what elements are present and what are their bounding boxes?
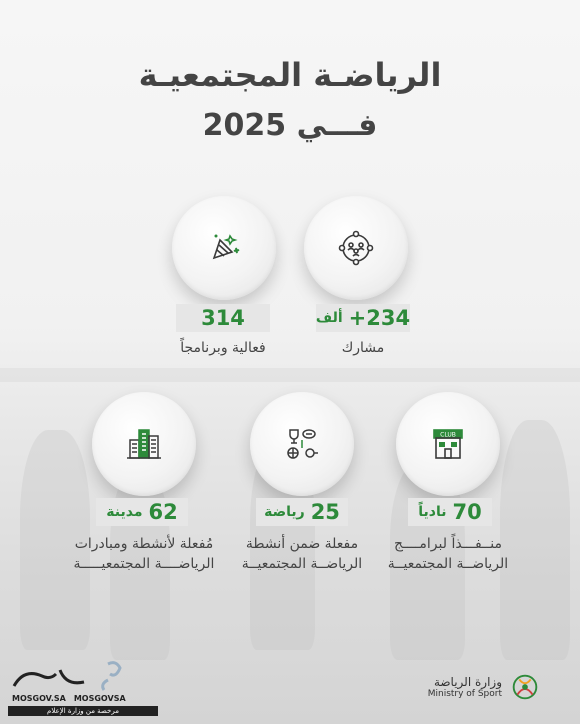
stat-unit: نادياً (418, 504, 447, 520)
stat-number-box (408, 498, 492, 526)
stat-label-line2: الرياضــة المجتمعيــة (387, 556, 509, 572)
city-buildings-icon (124, 424, 164, 464)
outlet-handle: MOSGOV.SA (12, 694, 66, 703)
license-bar (8, 706, 158, 716)
stat-number-box (256, 498, 348, 526)
stat-number: 25 (310, 500, 340, 524)
stat-number: 70 (452, 500, 482, 524)
stat-icon-circle (250, 392, 354, 496)
stat-number-box (316, 304, 410, 332)
stat-icon-circle (172, 196, 276, 300)
sports-equipment-icon (282, 424, 322, 464)
outlet-logo-mark (8, 656, 158, 696)
stat-label: مشارك (341, 340, 385, 356)
stat-number-box (96, 498, 188, 526)
stat-label-line1: مُفعلة لأنشطة ومبادرات (74, 536, 214, 552)
party-popper-icon (204, 228, 244, 268)
page-subtitle: فـــي 2025 (202, 108, 378, 143)
ministry-name-en: Ministry of Sport (427, 689, 502, 699)
stat-unit: مدينة (106, 504, 143, 520)
license-text: مرخصة من وزارة الإعلام (47, 707, 119, 715)
stat-label-line1: منــفـــذاً لبرامــــج (393, 536, 503, 552)
club-building-icon (428, 424, 468, 464)
stat-unit: رياضة (264, 504, 305, 520)
stat-label-line1: مفعلة ضمن أنشطة (245, 536, 359, 552)
ministry-emblem-icon (508, 670, 542, 704)
ministry-name-ar: وزارة الرياضة (433, 675, 502, 689)
stat-label: فعالية وبرنامجاً (180, 340, 266, 356)
stat-number-box (176, 304, 270, 332)
stat-unit: ألف (315, 310, 343, 326)
background-band (0, 368, 580, 382)
stat-number: +234 (348, 306, 411, 330)
outlet-social-handle: MOSGOVSA (73, 694, 126, 703)
stat-number: 62 (148, 500, 178, 524)
stat-icon-circle (304, 196, 408, 300)
stat-label-line2: الرياضــــة المجتمعيـــــة (73, 556, 215, 572)
page-title: الرياضـة المجتمعيـة (138, 56, 442, 94)
svg-text:CLUB: CLUB (440, 431, 456, 439)
stat-number: 314 (201, 306, 245, 330)
stat-label-line2: الرياضــة المجتمعيــة (241, 556, 363, 572)
stat-icon-circle (396, 392, 500, 496)
people-network-icon (336, 228, 376, 268)
stat-icon-circle (92, 392, 196, 496)
ministry-logo (428, 670, 542, 704)
outlet-logo (8, 656, 158, 716)
